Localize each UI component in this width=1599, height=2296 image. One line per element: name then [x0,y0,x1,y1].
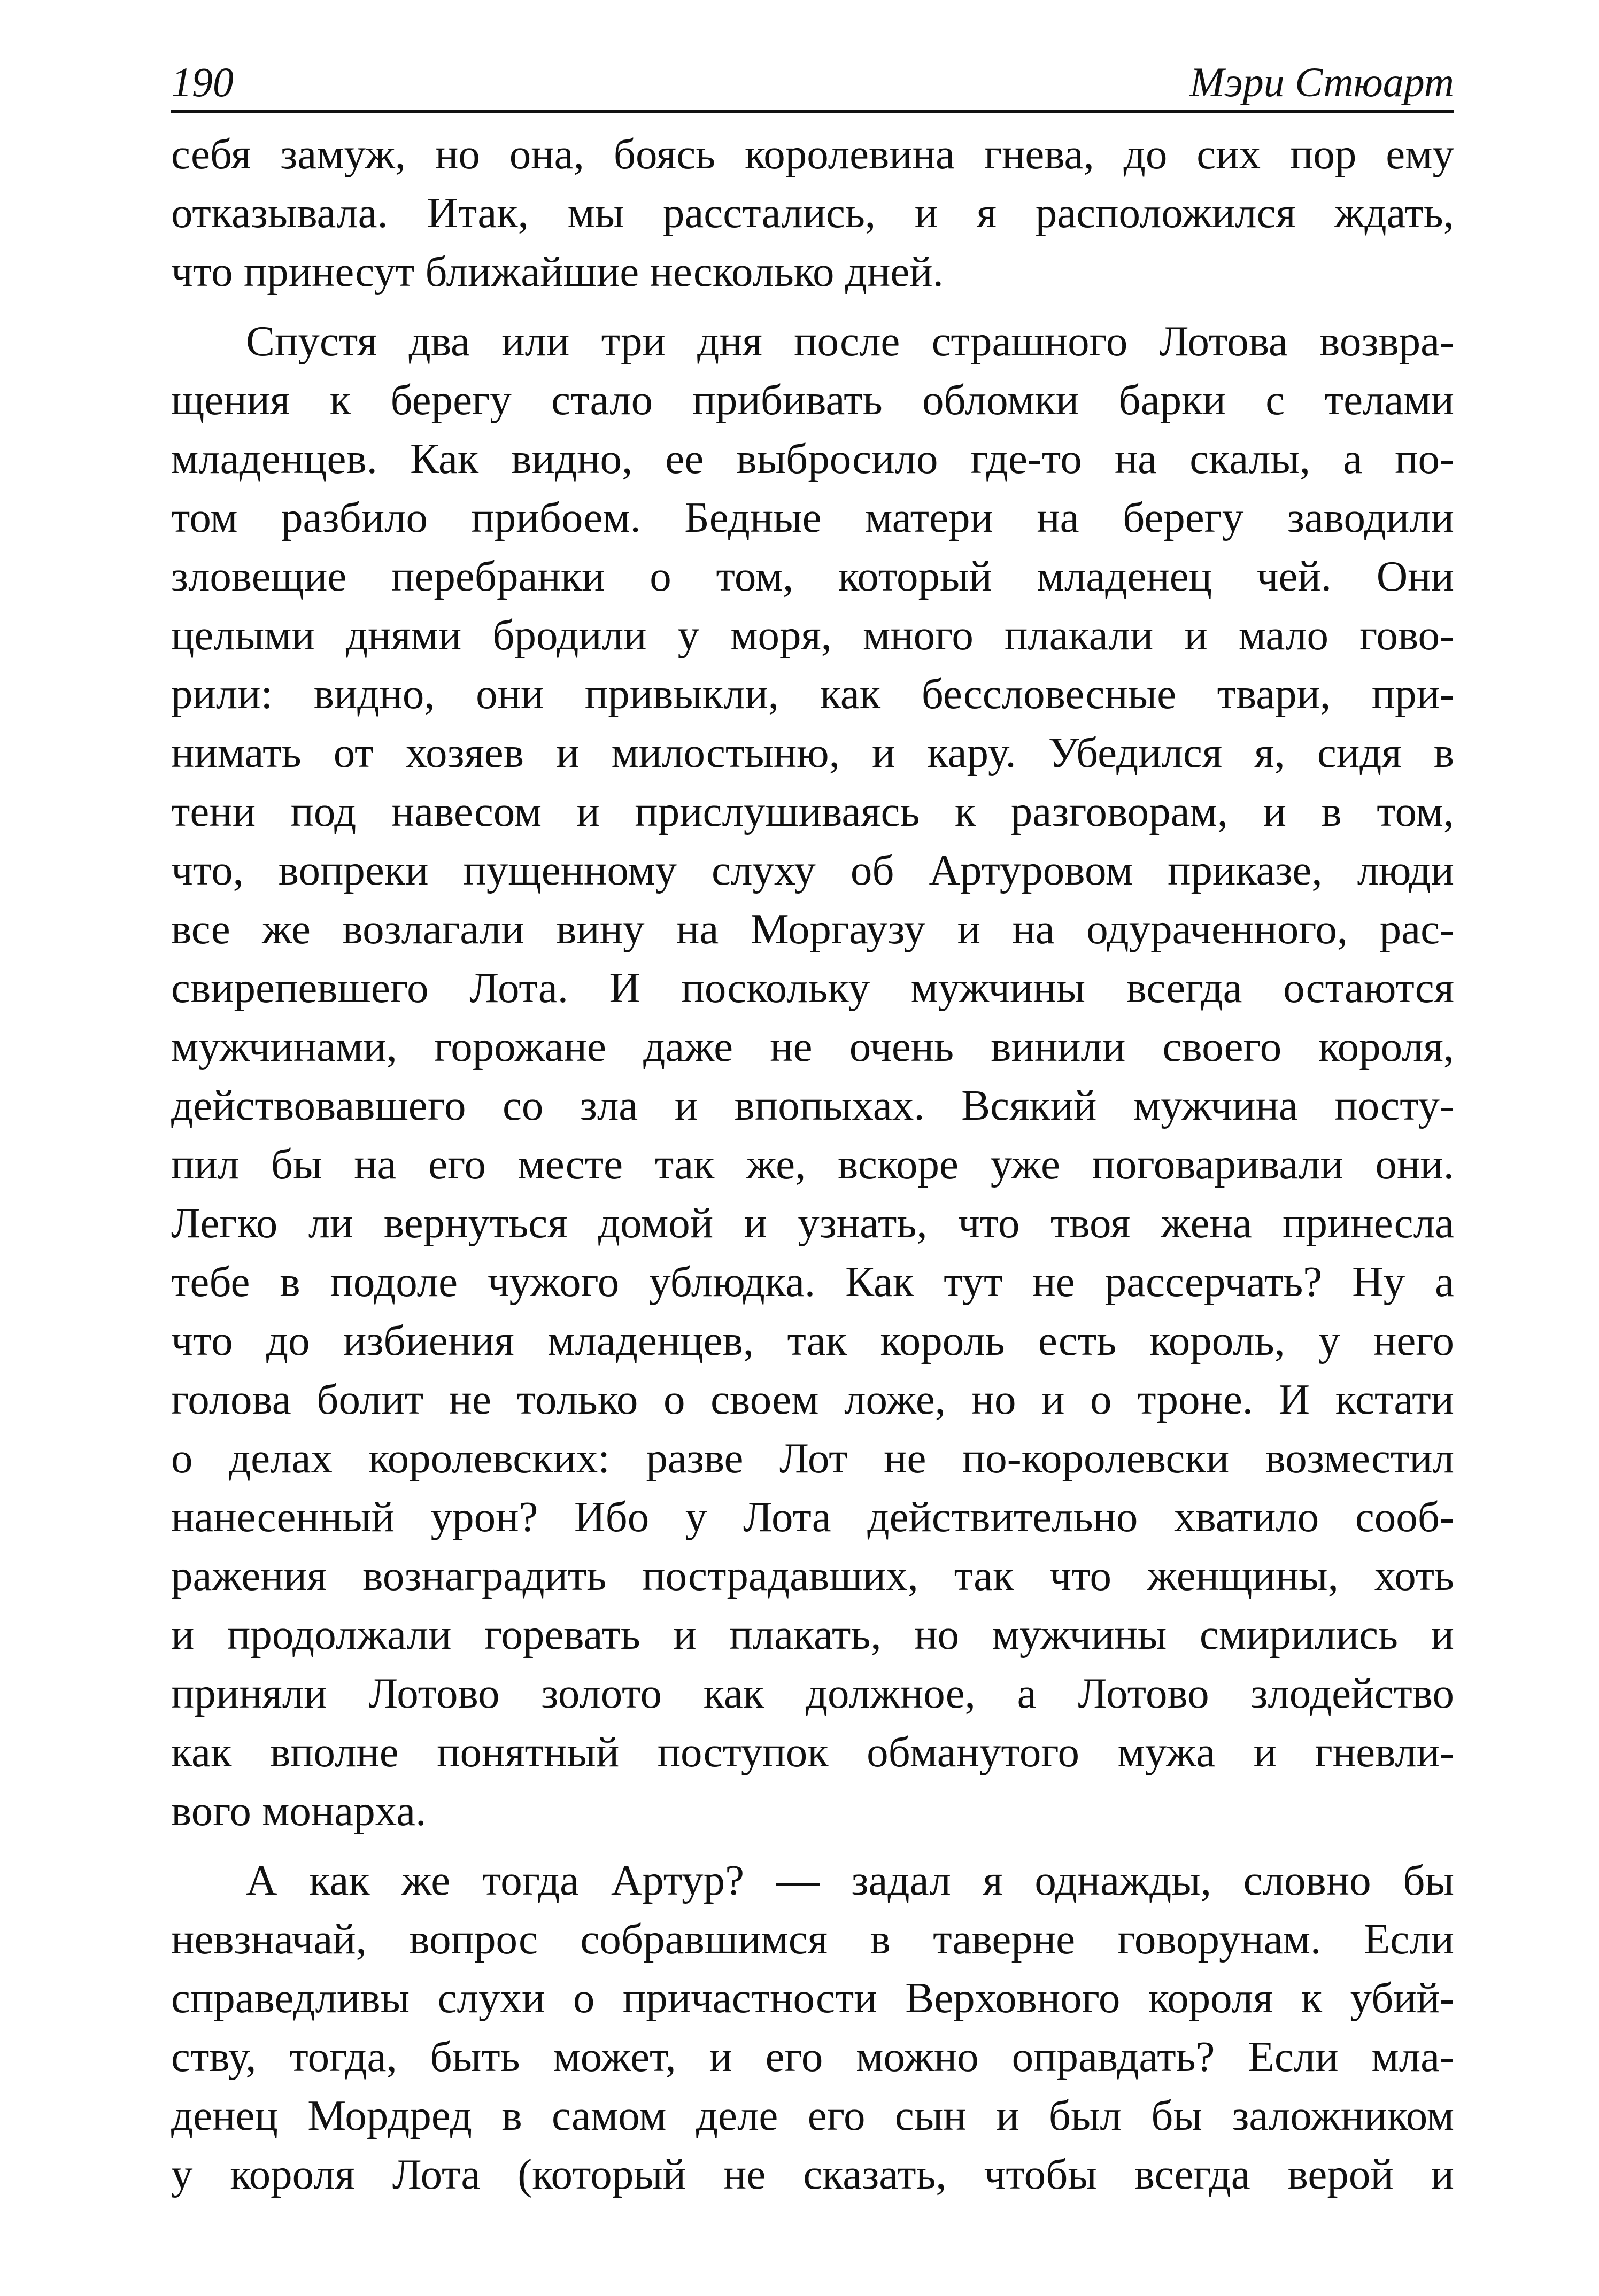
text-line: пил бы на его месте так же, вскоре уже поговаривали они. [171,1140,1454,1188]
paragraph [171,312,1454,1840]
text-line: отказывала. Итак, мы расстались, и я расположился ждать, [171,189,1454,237]
text-line: и продолжали горевать и плакать, но мужчины смирились и [171,1610,1454,1658]
text-line: о делах королевских: разве Лот не по-королевски возместил [171,1434,1454,1482]
text-line: себя замуж, но она, боясь королевина гнева, до сих пор ему [171,130,1454,178]
text-line: ражения вознаградить пострадавших, так что женщины, хоть [171,1552,1454,1600]
text-line: что принесут ближайшие несколько дней. [171,247,944,296]
text-line: нанесенный урон? Ибо у Лота действительно хватило сооб- [171,1493,1454,1541]
text-line: Легко ли вернуться домой и узнать, что твоя жена принесла [171,1199,1454,1247]
text-line: что до избиения младенцев, так король есть король, у него [171,1316,1454,1364]
text-line: А как же тогда Артур? — задал я однажды, словно бы [246,1856,1454,1904]
running-head [171,59,1454,113]
text-line: голова болит не только о своем ложе, но и о троне. И кстати [171,1375,1454,1423]
text-line: щения к берегу стало прибивать обломки барки с телами [171,376,1454,424]
text-line: приняли Лотово золото как должное, а Лотово злодейство [171,1669,1454,1717]
text-line: денец Мордред в самом деле его сын и был бы заложником [171,2091,1454,2139]
text-line: у короля Лота (который не сказать, чтобы всегда верой и [171,2150,1454,2198]
text-line: нимать от хозяев и милостыню, и кару. Убедился я, сидя в [171,728,1454,777]
book-page [171,59,1454,2204]
text-line: все же возлагали вину на Моргаузу и на одураченного, рас- [171,905,1454,953]
body-text [171,125,1454,2204]
text-line: вого монарха. [171,1787,427,1835]
paragraph [171,1851,1454,2204]
text-line: ству, тогда, быть может, и его можно оправдать? Если мла- [171,2033,1454,2081]
text-line: тени под навесом и прислушиваясь к разговорам, и в том, [171,787,1454,835]
text-line: Спустя два или три дня после страшного Лотова возвра- [246,317,1454,365]
text-line: том разбило прибоем. Бедные матери на берегу заводили [171,493,1454,541]
text-line: целыми днями бродили у моря, много плакали и мало гово- [171,611,1454,659]
text-line: тебе в подоле чужого ублюдка. Как тут не рассерчать? Ну а [171,1258,1454,1306]
text-line: справедливы слухи о причастности Верховного короля к убий- [171,1974,1454,2022]
paragraph [171,125,1454,301]
running-head-author: Мэри Стюарт [1189,59,1454,105]
text-line: зловещие перебранки о том, который младенец чей. Они [171,552,1454,600]
text-line: невзначай, вопрос собравшимся в таверне говорунам. Если [171,1915,1454,1963]
text-line: младенцев. Как видно, ее выбросило где-то на скалы, а по- [171,435,1454,483]
text-line: что, вопреки пущенному слуху об Артуровом приказе, люди [171,846,1454,894]
text-line: действовавшего со зла и впопыхах. Всякий мужчина посту- [171,1081,1454,1129]
text-line: рили: видно, они привыкли, как бессловесные твари, при- [171,670,1454,718]
page-number: 190 [171,59,234,105]
text-line: мужчинами, горожане даже не очень винили своего короля, [171,1022,1454,1071]
text-line: как вполне понятный поступок обманутого мужа и гневли- [171,1728,1454,1776]
text-line: свирепевшего Лота. И поскольку мужчины всегда остаются [171,964,1454,1012]
